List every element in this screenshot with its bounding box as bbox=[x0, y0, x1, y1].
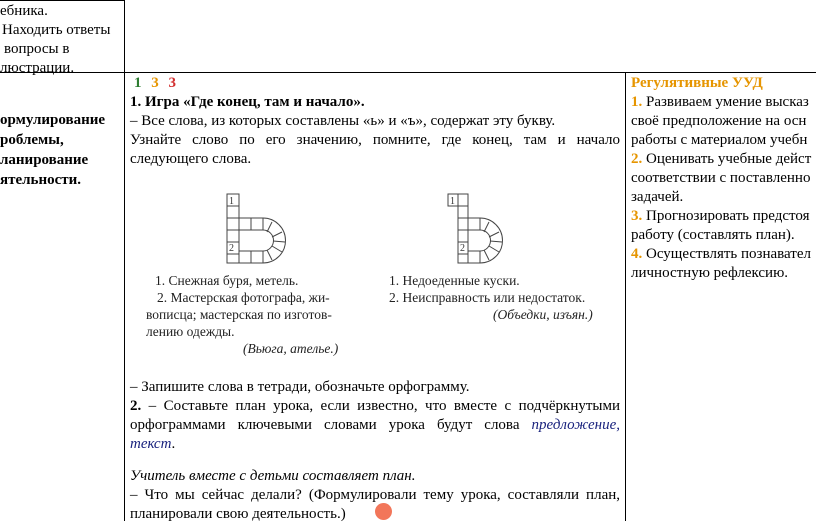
uud-line: личностную рефлексию. bbox=[631, 265, 789, 281]
left-top-line: ебника. bbox=[0, 3, 48, 19]
uud-line: 2. Оценивать учебные дейст bbox=[631, 151, 812, 167]
task-line: – Все слова, из которых составлены «ь» и «ъ», содержат эту букву. bbox=[130, 113, 556, 129]
right-figure-caption bbox=[389, 272, 593, 323]
caption-line: 1. Недоеденные куски. bbox=[389, 273, 520, 288]
top-border-segment bbox=[0, 0, 125, 1]
level-number-green: 1 bbox=[134, 75, 142, 91]
stage-name-line: ятельности. bbox=[0, 172, 82, 188]
caption-answer: (Вьюга, ателье.) bbox=[243, 341, 339, 356]
left-figure-caption bbox=[146, 272, 339, 357]
soft-sign-crossword-figure bbox=[222, 192, 300, 264]
level-numbers bbox=[134, 74, 182, 93]
uud-line: работы с материалом учебн bbox=[631, 132, 808, 148]
level-number-orange: 3 bbox=[151, 75, 159, 91]
left-top-line: Находить ответы bbox=[2, 22, 111, 38]
task2-end: . bbox=[171, 436, 176, 452]
task2-text: орфограммами ключевыми словами урока будут слова bbox=[130, 417, 520, 433]
task2-number: 2. bbox=[130, 398, 142, 414]
write-instruction: – Запишите слова в тетради, обозначьте орфограмму. bbox=[130, 379, 470, 395]
task2-line2 bbox=[130, 416, 620, 435]
uud-line: работу (составлять план). bbox=[631, 227, 795, 243]
task2-text: – Составьте план урока, если известно, что вместе с подчёркнутыми bbox=[141, 398, 620, 414]
task-line: следующего слова. bbox=[130, 151, 252, 167]
hard-sign-crossword-figure bbox=[447, 192, 525, 264]
uud-list bbox=[631, 93, 811, 283]
uud-line: задачей. bbox=[631, 189, 684, 205]
caption-line: 2. Мастерская фотографа, жи- bbox=[157, 290, 330, 305]
keyword-highlight: предложение, bbox=[531, 417, 621, 433]
task-line: Узнайте слово по его значению, помните, где конец, там и начало bbox=[130, 132, 620, 148]
uud-line: своё предположение на осн bbox=[631, 113, 807, 129]
caption-line: 2. Неисправность или недостаток. bbox=[389, 290, 586, 305]
stage-name-cell bbox=[0, 110, 105, 190]
cell-label: 1 bbox=[450, 196, 455, 207]
keyword-highlight: текст bbox=[130, 436, 172, 452]
cell-label: 1 bbox=[229, 196, 234, 207]
cell-label: 2 bbox=[460, 243, 465, 254]
uud-line: 1. Развиваем умение высказ bbox=[631, 94, 809, 110]
level-number-red: 3 bbox=[168, 75, 176, 91]
uud-header: Регулятивные УУД bbox=[631, 75, 763, 91]
caption-line: 1. Снежная буря, метель. bbox=[155, 273, 299, 288]
stage-name-line: ормулирование bbox=[0, 112, 106, 128]
question-line: планировали свою деятельность.) bbox=[130, 506, 346, 522]
uud-line: 4. Осуществлять познавател bbox=[631, 246, 811, 262]
caption-line: лению одежды. bbox=[146, 324, 235, 339]
uud-line: соответствии с поставленно bbox=[631, 170, 811, 186]
pointer-dot bbox=[375, 503, 392, 520]
stage-name-line: ланирование bbox=[0, 152, 89, 168]
teacher-note: Учитель вместе с детьми составляет план. bbox=[130, 468, 416, 484]
uud-line: 3. Прогнозировать предстоя bbox=[631, 208, 810, 224]
task2-line3 bbox=[130, 435, 175, 454]
question-line: – Что мы сейчас делали? (Формулировали тему урока, составляли план, bbox=[130, 487, 620, 503]
column-divider-left bbox=[124, 0, 125, 521]
caption-line: вописца; мастерская по изготов- bbox=[146, 307, 332, 322]
cell-label: 2 bbox=[229, 243, 234, 254]
left-top-cell bbox=[0, 2, 110, 78]
task2-line1 bbox=[130, 397, 620, 416]
caption-answer: (Объедки, изъян.) bbox=[493, 307, 593, 322]
left-top-line: вопросы в bbox=[4, 41, 70, 57]
stage-name-line: роблемы, bbox=[0, 132, 64, 148]
column-divider-right bbox=[625, 72, 626, 521]
game-title: 1. Игра «Где конец, там и начало». bbox=[130, 94, 365, 110]
left-top-line: люстрации. bbox=[0, 60, 75, 76]
row-divider bbox=[0, 72, 816, 73]
